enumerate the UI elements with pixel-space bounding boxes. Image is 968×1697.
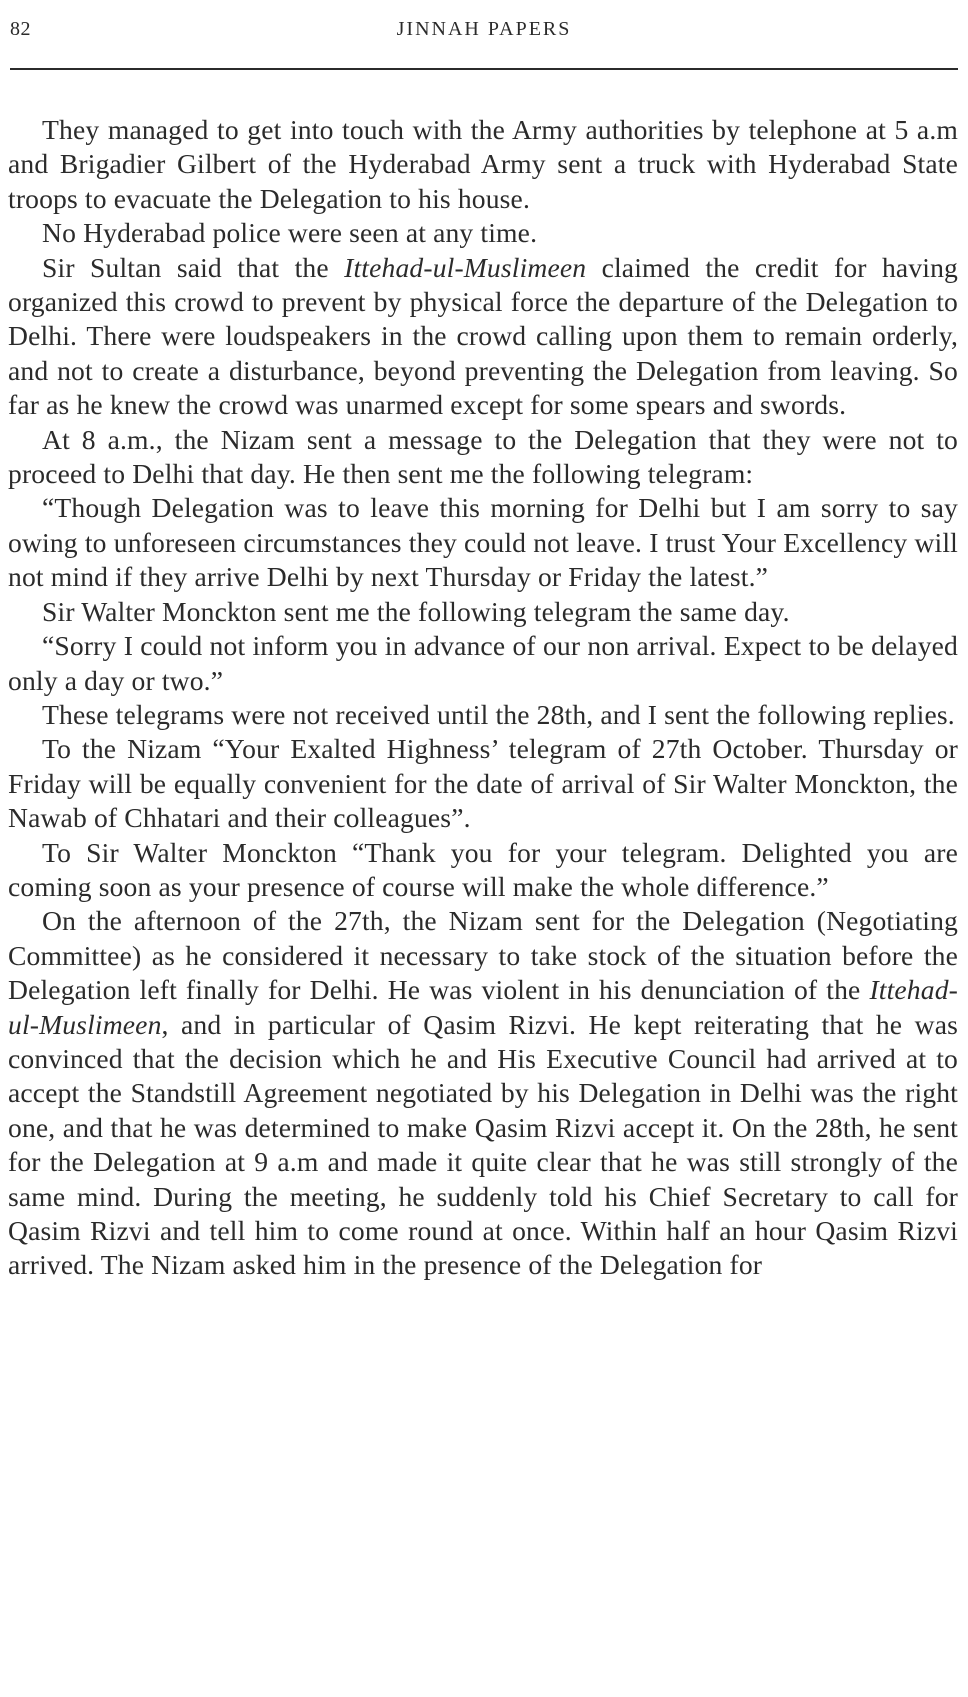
- paragraph: [8, 629, 958, 698]
- italic-term: Ittehad-ul-Muslimeen: [344, 251, 587, 283]
- paragraph-text: Sir Walter Monckton sent me the following telegram the same day.: [42, 595, 790, 627]
- paragraph-text: , and in particular of Qasim Rizvi. He kept reiterating that he was convinced that the decision which he and His Executive Council had arrived at to accept the Standstill Agreement negotiated by his Delegation in Delhi was the right one, and that he was determined to make Qasim Rizvi accept it. On the 28th, he sent for the Delegation at 9 a.m and made it quite clear that he was still strongly of the same mind. During the meeting, he suddenly told his Chief Secretary to call for Qasim Rizvi and tell him to come round at once. Within half an hour Qasim Rizvi arrived. The Nizam asked him in the presence of the Delegation for: [8, 1008, 958, 1281]
- paragraph-text: To the Nizam “Your Exalted Highness’ telegram of 27th October. Thursday or Friday will be equally convenient for the date of arrival of Sir Walter Monckton, the Nawab of Chhatari and their colleagues”.: [8, 733, 958, 834]
- paragraph-text: At 8 a.m., the Nizam sent a message to the Delegation that they were not to proceed to Delhi that day. He then sent me the following telegram:: [8, 423, 958, 490]
- paragraph-text: claimed the credit for having organized this crowd to prevent by physical force the departure of the Delegation to Delhi. There were loudspeakers in the crowd calling upon them to remain orderly, and not to create a disturbance, beyond preventing the Delegation from leaving. So far as he knew the crowd was unarmed except for some spears and swords.: [8, 251, 958, 421]
- paragraph-text: They managed to get into touch with the Army authorities by telephone at 5 a.m and Brigadier Gilbert of the Hyderabad Army sent a truck with Hyderabad State troops to evacuate the Delegation to his house.: [8, 114, 958, 214]
- paragraph: [8, 595, 958, 629]
- paragraph: [8, 698, 958, 732]
- italic-term: Ittehad-ul-Muslimeen: [8, 974, 958, 1040]
- paragraph-text: No Hyderabad police were seen at any time.: [42, 217, 538, 249]
- header-rule: [10, 68, 958, 70]
- running-header: [10, 14, 958, 48]
- paragraph: [8, 216, 958, 250]
- paragraph: [8, 251, 958, 423]
- body-text: [8, 113, 958, 1283]
- paragraph-text: On the afternoon of the 27th, the Nizam sent for the Delegation (Negotiating Committee) as he considered it necessary to take stock of the situation before the Delegation left finally for Delhi. He was violent in his denunciation of the: [8, 905, 958, 1006]
- paragraph: [8, 113, 958, 216]
- paragraph: [8, 423, 958, 492]
- paragraph-text: “Sorry I could not inform you in advance of our non arrival. Expect to be delayed only a day or two.”: [8, 630, 958, 696]
- paragraph-text: To Sir Walter Monckton “Thank you for your telegram. Delighted you are coming soon as your presence of course will make the whole difference.”: [8, 836, 958, 902]
- running-title: JINNAH PAPERS: [396, 18, 572, 40]
- paragraph-text: “Though Delegation was to leave this morning for Delhi but I am sorry to say owing to unforeseen circumstances they could not leave. I trust Your Excellency will not mind if they arrive Delhi by next Thursday or Friday the latest.”: [8, 492, 958, 593]
- paragraph: [8, 836, 958, 905]
- paragraph: [8, 904, 958, 1282]
- paragraph-text: These telegrams were not received until the 28th, and I sent the following replies.: [42, 698, 955, 730]
- paragraph: [8, 491, 958, 594]
- page-number: 82: [10, 18, 31, 40]
- paragraph: [8, 732, 958, 835]
- paragraph-text: Sir Sultan said that the: [42, 251, 345, 283]
